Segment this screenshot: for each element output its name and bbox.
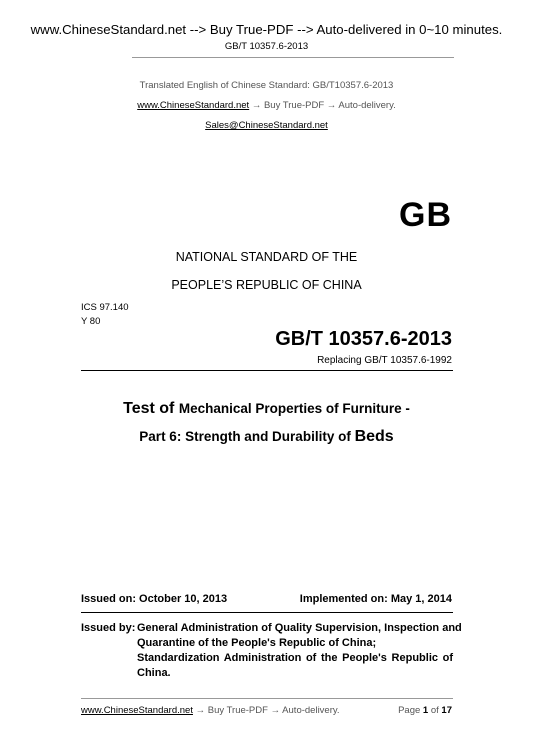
translation-delivery-line (0, 100, 533, 111)
translation-notice: Translated English of Chinese Standard: GB/T10357.6-2013 (139, 80, 394, 91)
footer-divider (81, 698, 453, 699)
title-main: Mechanical Properties of Furniture - (178, 401, 410, 416)
issuer-line4: China. (137, 667, 171, 679)
footer-site-link[interactable]: www.ChineseStandard.net (81, 705, 193, 716)
issued-by-label: Issued by: (81, 622, 136, 634)
gb-logo: GB (399, 196, 452, 234)
page-of-label: of (430, 705, 439, 716)
dates-divider (81, 612, 453, 613)
header-banner: www.ChineseStandard.net --> Buy True-PDF --> Auto-delivered in 0~10 minutes. (30, 22, 503, 37)
translation-email-line (0, 120, 533, 131)
translation-delivery-text: → Buy True-PDF → Auto-delivery. (249, 100, 396, 111)
page-indicator (398, 705, 452, 716)
document-title-line1 (0, 400, 533, 418)
translation-site-link[interactable]: www.ChineseStandard.net (137, 100, 250, 111)
national-standard-line2: PEOPLE’S REPUBLIC OF CHINA (171, 278, 362, 292)
title-subject: Beds (354, 428, 394, 445)
document-title-line2 (0, 428, 533, 446)
page-total: 17 (441, 705, 452, 716)
title-divider (81, 370, 453, 371)
page-current: 1 (422, 705, 429, 716)
footer-delivery-line (81, 705, 340, 716)
title-prefix: Test of (123, 400, 179, 417)
implemented-date: Implemented on: May 1, 2014 (299, 593, 452, 605)
header-divider (132, 57, 454, 58)
ccs-code: Y 80 (81, 316, 101, 327)
issuer-line1: General Administration of Quality Supervision, Inspection and (137, 622, 462, 634)
ics-code: ICS 97.140 (81, 302, 129, 313)
footer-delivery-text: → Buy True-PDF → Auto-delivery. (192, 705, 340, 716)
issuer-line3: Standardization Administration of the People's Republic of (137, 652, 453, 664)
sales-email-link[interactable]: Sales@ChineseStandard.net (205, 120, 328, 131)
issued-date: Issued on: October 10, 2013 (81, 593, 228, 605)
standard-number: GB/T 10357.6-2013 (275, 328, 452, 350)
page-label: Page (398, 705, 421, 716)
title-part: Part 6: Strength and Durability of (139, 429, 355, 444)
issuer-line2: Quarantine of the People's Republic of China; (137, 637, 377, 649)
national-standard-line1: NATIONAL STANDARD OF THE (175, 250, 358, 264)
replacing-standard: Replacing GB/T 10357.6-1992 (317, 355, 452, 366)
header-standard-code: GB/T 10357.6-2013 (224, 41, 309, 52)
